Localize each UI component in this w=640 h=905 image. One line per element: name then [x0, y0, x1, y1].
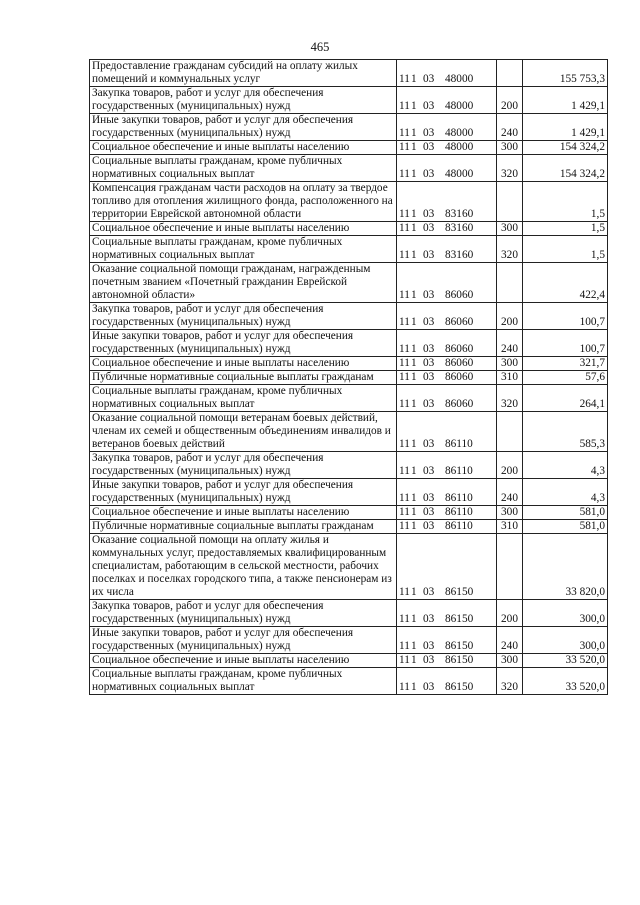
- row-sum: 57,6: [523, 371, 608, 385]
- code-segment: 11: [399, 73, 410, 85]
- table-row: [90, 654, 608, 668]
- code-segment: 03: [423, 357, 435, 369]
- code-segment: 48000: [445, 73, 474, 85]
- code-segment: 1: [411, 208, 417, 220]
- code-segment: 1: [411, 343, 417, 355]
- code-segment: 11: [399, 357, 410, 369]
- code-segment: 03: [423, 73, 435, 85]
- row-sum: 154 324,2: [523, 141, 608, 155]
- row-classification-code: [397, 479, 497, 506]
- table-row: [90, 236, 608, 263]
- code-segment: 1: [411, 249, 417, 261]
- code-segment: 1: [411, 398, 417, 410]
- code-segment: 1: [411, 141, 417, 153]
- row-classification-code: [397, 60, 497, 87]
- row-classification-code: [397, 627, 497, 654]
- code-segment: 1: [411, 613, 417, 625]
- code-segment: 86150: [445, 640, 474, 652]
- code-segment: 11: [399, 613, 410, 625]
- row-name: Социальные выплаты гражданам, кроме публичных нормативных социальных выплат: [90, 236, 397, 263]
- code-segment: 1: [411, 357, 417, 369]
- code-segment: 86060: [445, 289, 474, 301]
- code-segment: 1: [411, 73, 417, 85]
- code-segment: 11: [399, 398, 410, 410]
- code-segment: 03: [423, 506, 435, 518]
- code-segment: 11: [399, 438, 410, 450]
- table-row: [90, 87, 608, 114]
- row-sum: 33 520,0: [523, 654, 608, 668]
- table-row: [90, 182, 608, 222]
- code-segment: 03: [423, 640, 435, 652]
- row-classification-code: [397, 600, 497, 627]
- code-segment: 86060: [445, 343, 474, 355]
- table-row: [90, 303, 608, 330]
- row-classification-code: [397, 654, 497, 668]
- code-segment: 11: [399, 222, 410, 234]
- row-expense-type: 310: [497, 371, 523, 385]
- code-segment: 03: [423, 371, 435, 383]
- table-row: [90, 330, 608, 357]
- code-segment: 86150: [445, 654, 474, 666]
- code-segment: 03: [423, 492, 435, 504]
- row-expense-type: [497, 60, 523, 87]
- code-segment: 03: [423, 613, 435, 625]
- code-segment: 11: [399, 168, 410, 180]
- code-segment: 03: [423, 520, 435, 532]
- code-segment: 48000: [445, 127, 474, 139]
- row-expense-type: 320: [497, 385, 523, 412]
- row-expense-type: 300: [497, 654, 523, 668]
- row-expense-type: 300: [497, 222, 523, 236]
- code-segment: 83160: [445, 249, 474, 261]
- code-segment: 03: [423, 141, 435, 153]
- table-row: [90, 534, 608, 600]
- row-expense-type: 300: [497, 357, 523, 371]
- code-segment: 03: [423, 127, 435, 139]
- row-sum: 581,0: [523, 520, 608, 534]
- row-sum: 154 324,2: [523, 155, 608, 182]
- row-name: Предоставление гражданам субсидий на оплату жилых помещений и коммунальных услуг: [90, 60, 397, 87]
- row-expense-type: 310: [497, 520, 523, 534]
- code-segment: 86060: [445, 371, 474, 383]
- code-segment: 11: [399, 520, 410, 532]
- row-expense-type: 240: [497, 330, 523, 357]
- code-segment: 03: [423, 343, 435, 355]
- code-segment: 86110: [445, 438, 473, 450]
- row-expense-type: 320: [497, 236, 523, 263]
- table-row: [90, 520, 608, 534]
- code-segment: 03: [423, 249, 435, 261]
- code-segment: 1: [411, 640, 417, 652]
- code-segment: 1: [411, 222, 417, 234]
- row-expense-type: 200: [497, 600, 523, 627]
- code-segment: 86110: [445, 506, 473, 518]
- row-name: Социальное обеспечение и иные выплаты населению: [90, 654, 397, 668]
- code-segment: 03: [423, 586, 435, 598]
- table-row: [90, 222, 608, 236]
- table-row: [90, 141, 608, 155]
- table-row: [90, 357, 608, 371]
- code-segment: 86060: [445, 398, 474, 410]
- row-sum: 585,3: [523, 412, 608, 452]
- code-segment: 11: [399, 681, 410, 693]
- table-row: [90, 600, 608, 627]
- code-segment: 1: [411, 100, 417, 112]
- row-classification-code: [397, 520, 497, 534]
- table-row: [90, 668, 608, 695]
- row-sum: 4,3: [523, 479, 608, 506]
- row-classification-code: [397, 114, 497, 141]
- row-sum: 300,0: [523, 600, 608, 627]
- row-name: Социальные выплаты гражданам, кроме публичных нормативных социальных выплат: [90, 668, 397, 695]
- row-expense-type: 200: [497, 452, 523, 479]
- row-name: Закупка товаров, работ и услуг для обеспечения государственных (муниципальных) нужд: [90, 87, 397, 114]
- row-sum: 1 429,1: [523, 114, 608, 141]
- row-name: Закупка товаров, работ и услуг для обеспечения государственных (муниципальных) нужд: [90, 600, 397, 627]
- row-classification-code: [397, 452, 497, 479]
- row-classification-code: [397, 236, 497, 263]
- code-segment: 1: [411, 520, 417, 532]
- code-segment: 03: [423, 208, 435, 220]
- row-classification-code: [397, 506, 497, 520]
- row-name: Социальное обеспечение и иные выплаты населению: [90, 141, 397, 155]
- row-sum: 155 753,3: [523, 60, 608, 87]
- code-segment: 86150: [445, 681, 474, 693]
- code-segment: 1: [411, 289, 417, 301]
- code-segment: 86060: [445, 316, 474, 328]
- table-row: [90, 506, 608, 520]
- code-segment: 03: [423, 100, 435, 112]
- row-sum: 1,5: [523, 182, 608, 222]
- code-segment: 03: [423, 438, 435, 450]
- row-sum: 264,1: [523, 385, 608, 412]
- code-segment: 1: [411, 316, 417, 328]
- row-name: Социальное обеспечение и иные выплаты населению: [90, 222, 397, 236]
- row-name: Социальные выплаты гражданам, кроме публичных нормативных социальных выплат: [90, 155, 397, 182]
- row-name: Иные закупки товаров, работ и услуг для обеспечения государственных (муниципальных) нужд: [90, 114, 397, 141]
- row-expense-type: 200: [497, 87, 523, 114]
- code-segment: 83160: [445, 222, 474, 234]
- row-expense-type: 200: [497, 303, 523, 330]
- row-expense-type: 320: [497, 668, 523, 695]
- row-sum: 321,7: [523, 357, 608, 371]
- code-segment: 1: [411, 127, 417, 139]
- code-segment: 86110: [445, 465, 473, 477]
- row-name: Социальное обеспечение и иные выплаты населению: [90, 506, 397, 520]
- code-segment: 11: [399, 100, 410, 112]
- table-row: [90, 479, 608, 506]
- row-name: Оказание социальной помощи ветеранам боевых действий, членам их семей и общественным объединениям инвалидов и ветеранов боевых действий: [90, 412, 397, 452]
- code-segment: 03: [423, 222, 435, 234]
- table-row: [90, 155, 608, 182]
- code-segment: 11: [399, 316, 410, 328]
- row-expense-type: [497, 263, 523, 303]
- code-segment: 48000: [445, 141, 474, 153]
- code-segment: 1: [411, 506, 417, 518]
- row-name: Иные закупки товаров, работ и услуг для обеспечения государственных (муниципальных) нужд: [90, 479, 397, 506]
- code-segment: 11: [399, 640, 410, 652]
- row-expense-type: 240: [497, 479, 523, 506]
- code-segment: 03: [423, 316, 435, 328]
- row-name: Иные закупки товаров, работ и услуг для обеспечения государственных (муниципальных) нужд: [90, 627, 397, 654]
- row-name: Закупка товаров, работ и услуг для обеспечения государственных (муниципальных) нужд: [90, 303, 397, 330]
- table-row: [90, 114, 608, 141]
- row-sum: 1 429,1: [523, 87, 608, 114]
- row-expense-type: [497, 534, 523, 600]
- row-classification-code: [397, 357, 497, 371]
- code-segment: 1: [411, 681, 417, 693]
- code-segment: 1: [411, 371, 417, 383]
- code-segment: 03: [423, 398, 435, 410]
- row-classification-code: [397, 371, 497, 385]
- row-name: Оказание социальной помощи гражданам, награжденным почетным званием «Почетный гражданин Еврейской автономной области»: [90, 263, 397, 303]
- code-segment: 86110: [445, 520, 473, 532]
- code-segment: 48000: [445, 168, 474, 180]
- row-classification-code: [397, 330, 497, 357]
- row-name: Закупка товаров, работ и услуг для обеспечения государственных (муниципальных) нужд: [90, 452, 397, 479]
- row-name: Социальные выплаты гражданам, кроме публичных нормативных социальных выплат: [90, 385, 397, 412]
- code-segment: 03: [423, 289, 435, 301]
- row-classification-code: [397, 668, 497, 695]
- code-segment: 11: [399, 654, 410, 666]
- row-classification-code: [397, 385, 497, 412]
- table-row: [90, 263, 608, 303]
- code-segment: 03: [423, 168, 435, 180]
- row-classification-code: [397, 155, 497, 182]
- code-segment: 1: [411, 168, 417, 180]
- budget-table: [89, 59, 608, 695]
- table-row: [90, 60, 608, 87]
- row-classification-code: [397, 182, 497, 222]
- row-classification-code: [397, 222, 497, 236]
- row-name: Публичные нормативные социальные выплаты гражданам: [90, 520, 397, 534]
- code-segment: 11: [399, 249, 410, 261]
- code-segment: 86150: [445, 613, 474, 625]
- row-sum: 33 820,0: [523, 534, 608, 600]
- budget-table-body: [90, 60, 608, 695]
- row-sum: 300,0: [523, 627, 608, 654]
- row-sum: 581,0: [523, 506, 608, 520]
- row-sum: 4,3: [523, 452, 608, 479]
- row-expense-type: 320: [497, 155, 523, 182]
- code-segment: 11: [399, 506, 410, 518]
- code-segment: 11: [399, 371, 410, 383]
- code-segment: 86060: [445, 357, 474, 369]
- code-segment: 11: [399, 492, 410, 504]
- code-segment: 11: [399, 343, 410, 355]
- code-segment: 48000: [445, 100, 474, 112]
- table-row: [90, 452, 608, 479]
- code-segment: 1: [411, 586, 417, 598]
- row-expense-type: [497, 182, 523, 222]
- code-segment: 1: [411, 465, 417, 477]
- row-expense-type: 240: [497, 627, 523, 654]
- code-segment: 11: [399, 289, 410, 301]
- row-name: Социальное обеспечение и иные выплаты населению: [90, 357, 397, 371]
- row-sum: 1,5: [523, 236, 608, 263]
- row-sum: 33 520,0: [523, 668, 608, 695]
- row-expense-type: 240: [497, 114, 523, 141]
- row-classification-code: [397, 303, 497, 330]
- row-sum: 100,7: [523, 330, 608, 357]
- table-row: [90, 371, 608, 385]
- row-sum: 100,7: [523, 303, 608, 330]
- row-name: Иные закупки товаров, работ и услуг для обеспечения государственных (муниципальных) нужд: [90, 330, 397, 357]
- code-segment: 11: [399, 208, 410, 220]
- code-segment: 03: [423, 465, 435, 477]
- row-expense-type: [497, 412, 523, 452]
- code-segment: 86110: [445, 492, 473, 504]
- code-segment: 86150: [445, 586, 474, 598]
- row-sum: 1,5: [523, 222, 608, 236]
- code-segment: 1: [411, 438, 417, 450]
- row-classification-code: [397, 263, 497, 303]
- row-expense-type: 300: [497, 506, 523, 520]
- row-classification-code: [397, 534, 497, 600]
- code-segment: 11: [399, 127, 410, 139]
- row-classification-code: [397, 141, 497, 155]
- table-row: [90, 385, 608, 412]
- row-name: Компенсация гражданам части расходов на оплату за твердое топливо для отопления жилищного фонда, расположенного на территории Еврейской автономной области: [90, 182, 397, 222]
- row-expense-type: 300: [497, 141, 523, 155]
- table-row: [90, 412, 608, 452]
- code-segment: 03: [423, 654, 435, 666]
- code-segment: 03: [423, 681, 435, 693]
- row-sum: 422,4: [523, 263, 608, 303]
- row-name: Оказание социальной помощи на оплату жилья и коммунальных услуг, предоставляемых квалифицированным специалистам, работающим в сельской местности, рабочих поселках и поселках городского типа, а также пенсионерам из их числа: [90, 534, 397, 600]
- row-classification-code: [397, 412, 497, 452]
- code-segment: 11: [399, 465, 410, 477]
- code-segment: 1: [411, 492, 417, 504]
- row-name: Публичные нормативные социальные выплаты гражданам: [90, 371, 397, 385]
- row-classification-code: [397, 87, 497, 114]
- code-segment: 83160: [445, 208, 474, 220]
- code-segment: 11: [399, 141, 410, 153]
- page-number: 465: [310, 40, 330, 54]
- code-segment: 1: [411, 654, 417, 666]
- table-row: [90, 627, 608, 654]
- code-segment: 11: [399, 586, 410, 598]
